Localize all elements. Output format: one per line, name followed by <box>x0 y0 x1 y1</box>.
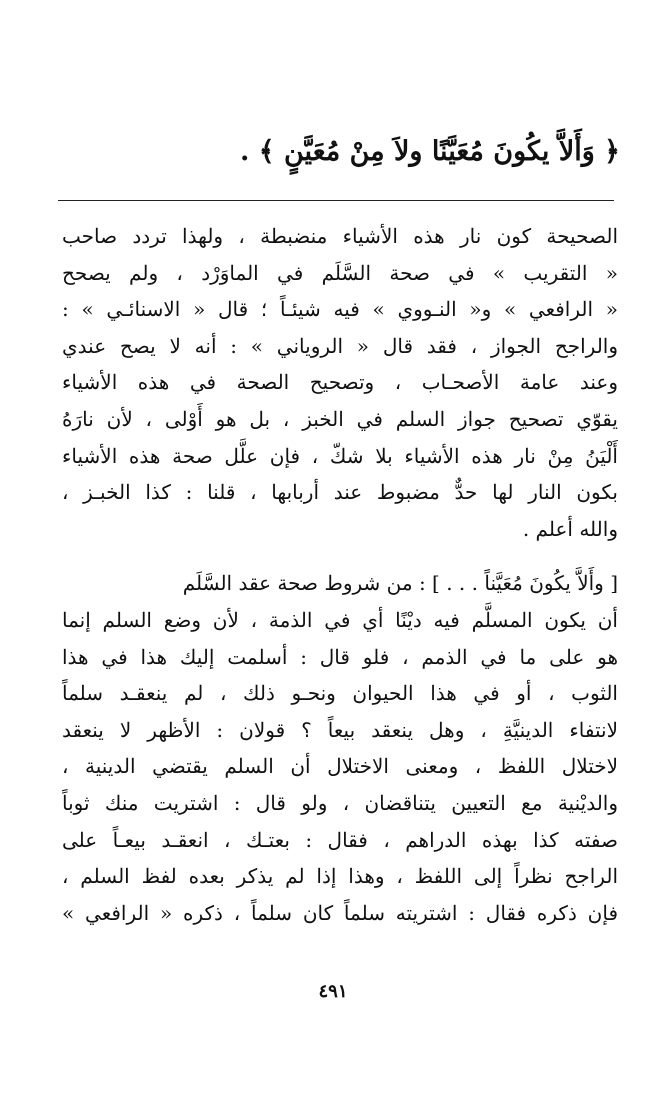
text-line: وعند عامة الأصحـاب ، وتصحيح الصحة في هذه الأشياء <box>62 370 618 395</box>
commentary-body <box>62 218 618 931</box>
paragraph-2 <box>62 565 618 931</box>
text-line: أَلْيَنُ مِنْ نار هذه الأشياء بلا شكّ ، فإن علَّل صحة هذه الأشياء <box>62 443 618 468</box>
text-line: فإن ذكره فقال : اشتريته سلماً كان سلماً ، ذكره « الرافعي » <box>62 900 618 925</box>
text-line: الصحيحة كون نار هذه الأشياء منضبطة ، ولهذا تردد صاحب <box>62 224 618 248</box>
text-line: بكون النار لها حدٌّ مضبوط عند أربابها ، قلنا : كذا الخبـز ، <box>62 480 618 505</box>
header-divider <box>58 200 614 201</box>
text-line: يقوّي تصحيح جواز السلم في الخبز ، بل هو أَوْلى ، لأن نارَهُ <box>62 406 618 431</box>
text-line: والراجح الجواز ، فقد قال « الروياني » : أنه لا يصح عندي <box>62 333 618 358</box>
text-line: أن يكون المسلَّم فيه ديْنًا أي في الذمة ، لأن وضع السلم إنما <box>62 607 618 632</box>
text-line: الراجح نظراً إلى اللفظ ، وهذا إذا لم يذكر بعده لفظ السلم ، <box>62 864 618 889</box>
text-line: الثوب ، أو في هذا الحيوان ونحـو ذلك ، لم ينعقـد سلماً <box>62 681 618 706</box>
text-line: والله أعلم . <box>522 516 618 541</box>
text-line: والديْنية مع التعيين يتناقضان ، ولو قال : اشتريت منك ثوباً <box>62 790 618 815</box>
text-line: صفته كذا بهذه الدراهم ، فقال : بعتـك ، انعقـد بيعـاً على <box>62 827 618 852</box>
text-line: هو على ما في الذمم ، فلو قال : أسلمت إليك هذا في هذا <box>62 644 618 669</box>
text-line: لاختلال اللفظ ، ومعنى الاختلال أن السلم يقتضي الدينية ، <box>62 754 618 779</box>
paragraph-gap <box>62 547 618 565</box>
page-number: ٤٩١ <box>318 981 348 1002</box>
page-header-verse: ﴿ وَأَلاَّ يكُونَ مُعَيَّنًا ولاَ مِنْ مُعَيَّنٍ ﴾ . <box>239 136 620 167</box>
text-line: [ وأَلاَّ يكُونَ مُعَيَّناً . . . ] : من شروط صحة عقد السَّلَم <box>182 571 618 596</box>
text-line: لانتفاء الدينيَّةِ ، وهل ينعقد بيعاً ؟ قولان : الأظهر لا ينعقد <box>62 717 618 742</box>
paragraph-1 <box>62 218 618 547</box>
text-line: « الرافعي » و« النـووي » فيه شيئـاً ؛ قال « الاسنائـي » : <box>62 297 618 322</box>
text-line: « التقريب » في صحة السَّلَم في الماوَرْد ، ولم يصحح <box>62 260 618 285</box>
